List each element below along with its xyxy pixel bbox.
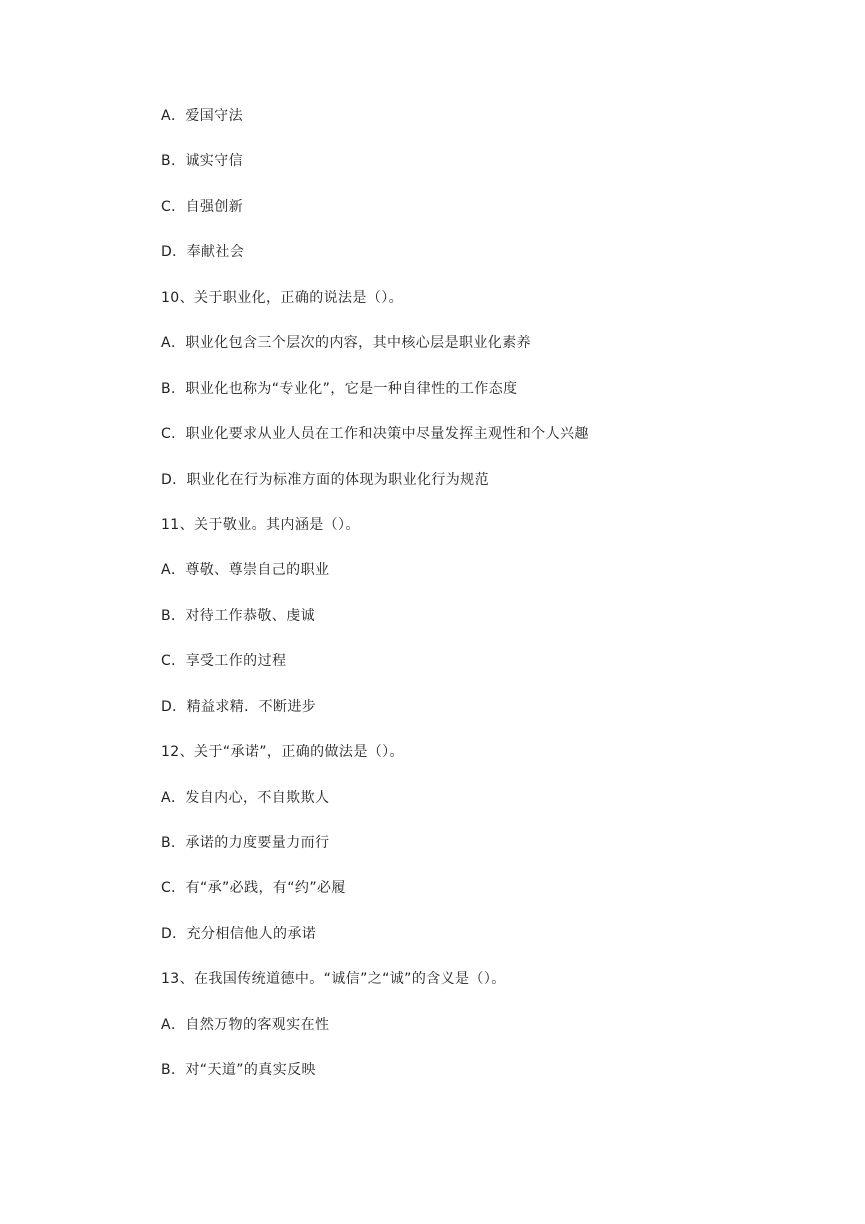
question-13: 13、在我国传统道德中。“诚信”之“诚”的含义是（）。 [161,971,506,988]
q12-option-c: C．有“承”必践，有“约”必履 [161,880,346,897]
q11-option-a: A．尊敬、尊崇自己的职业 [161,562,330,579]
q10-option-c: C．职业化要求从业人员在工作和决策中尽量发挥主观性和个人兴趣 [161,426,589,443]
q10-option-d: D．职业化在行为标准方面的体现为职业化行为规范 [161,471,489,488]
q11-option-b: B．对待工作恭敬、虔诚 [161,607,316,624]
q12-option-d: D．充分相信他人的承诺 [161,925,317,942]
option-c-line: C．自强创新 [161,198,244,215]
q11-option-c: C．享受工作的过程 [161,653,287,670]
q11-option-d: D．精益求精．不断进步 [161,698,317,715]
q13-option-a: A．自然万物的客观实在性 [161,1016,330,1033]
q13-option-b: B．对“天道”的真实反映 [161,1062,316,1079]
option-d-line: D．奉献社会 [161,244,245,261]
question-11: 11、关于敬业。其内涵是（）。 [161,516,360,533]
option-a-line: A．爱国守法 [161,108,243,124]
option-b-line: B．诚实守信 [161,153,244,170]
q12-option-a: A．发自内心，不自欺欺人 [161,789,330,806]
q10-option-b: B．职业化也称为“专业化”，它是一种自律性的工作态度 [161,380,518,397]
question-list [161,104,821,1104]
q12-option-b: B．承诺的力度要量力而行 [161,835,330,851]
question-12: 12、关于“承诺”，正确的做法是（）。 [161,744,404,761]
q10-option-a: A．职业化包含三个层次的内容，其中核心层是职业化素养 [161,335,531,352]
question-10: 10、关于职业化，正确的说法是（）。 [161,289,404,306]
